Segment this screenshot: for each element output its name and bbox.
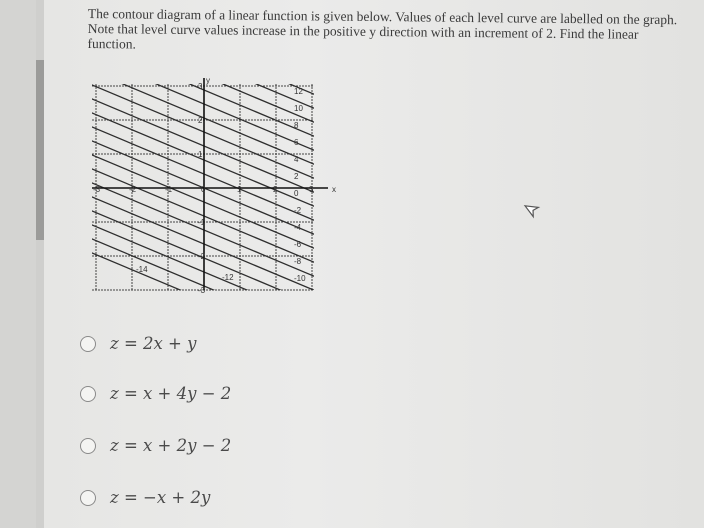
y-tick-label: -1 xyxy=(198,218,206,227)
contour-value-label: -10 xyxy=(294,274,306,283)
contour-line xyxy=(82,179,324,281)
contour-value-label: 8 xyxy=(294,121,299,130)
option-b[interactable] xyxy=(80,384,231,403)
radio-button-c[interactable] xyxy=(80,438,96,454)
y-tick-label: 3 xyxy=(198,82,203,91)
contour-line xyxy=(82,67,324,169)
option-c[interactable] xyxy=(80,436,231,455)
option-d[interactable] xyxy=(80,488,210,507)
contour-value-label: 10 xyxy=(294,104,303,113)
contour-value-label: -2 xyxy=(294,206,302,215)
y-tick-label: 2 xyxy=(198,116,203,125)
contour-value-label: -8 xyxy=(294,257,302,266)
x-tick-label: -1 xyxy=(165,185,173,194)
option-a[interactable] xyxy=(80,334,196,353)
contour-value-label: -6 xyxy=(294,240,302,249)
contour-line xyxy=(82,81,324,183)
x-axis-label: x xyxy=(332,185,336,194)
y-tick-label: 1 xyxy=(198,150,203,159)
contour-diagram xyxy=(88,76,336,300)
contour-value-label: 0 xyxy=(294,189,299,198)
option-b-label: z = x + 4y − 2 xyxy=(110,384,232,403)
y-tick-label: -3 xyxy=(198,286,206,295)
option-a-label: z = 2x + y xyxy=(110,334,197,353)
contour-line xyxy=(82,193,324,295)
x-tick-label: 2 xyxy=(273,185,278,194)
contour-line xyxy=(82,95,324,197)
contour-value-label: -12 xyxy=(222,273,234,282)
contour-line xyxy=(82,151,324,253)
question-text: The contour diagram of a linear function is given below. Values of each level curve are labelled on the graph. Note that level curve values increase in the positive y direction with an increment of 2. Find the linear function. xyxy=(87,6,678,52)
option-d-label: z = −x + 2y xyxy=(110,488,211,507)
x-tick-label: 0 xyxy=(201,185,206,194)
scrollbar-thumb[interactable] xyxy=(36,60,44,240)
contour-line xyxy=(82,109,324,211)
contour-value-label: 4 xyxy=(294,155,299,164)
option-c-label: z = x + 2y − 2 xyxy=(110,436,232,455)
x-tick-label: -3 xyxy=(93,185,101,194)
radio-button-b[interactable] xyxy=(80,386,96,402)
radio-button-d[interactable] xyxy=(80,490,96,506)
radio-button-a[interactable] xyxy=(80,336,96,352)
contour-line xyxy=(82,123,324,225)
x-tick-label: 1 xyxy=(237,185,242,194)
contour-value-label: 6 xyxy=(294,138,299,147)
contour-value-label: -4 xyxy=(294,223,302,232)
contour-value-label: 12 xyxy=(294,87,303,96)
x-tick-label: 3 xyxy=(309,185,314,194)
x-tick-label: -2 xyxy=(129,185,137,194)
contour-value-label: 2 xyxy=(294,172,299,181)
mouse-cursor-icon xyxy=(524,200,544,220)
y-tick-label: -2 xyxy=(198,252,206,261)
contour-value-label: -14 xyxy=(136,265,148,274)
y-axis-label: y xyxy=(206,76,210,85)
